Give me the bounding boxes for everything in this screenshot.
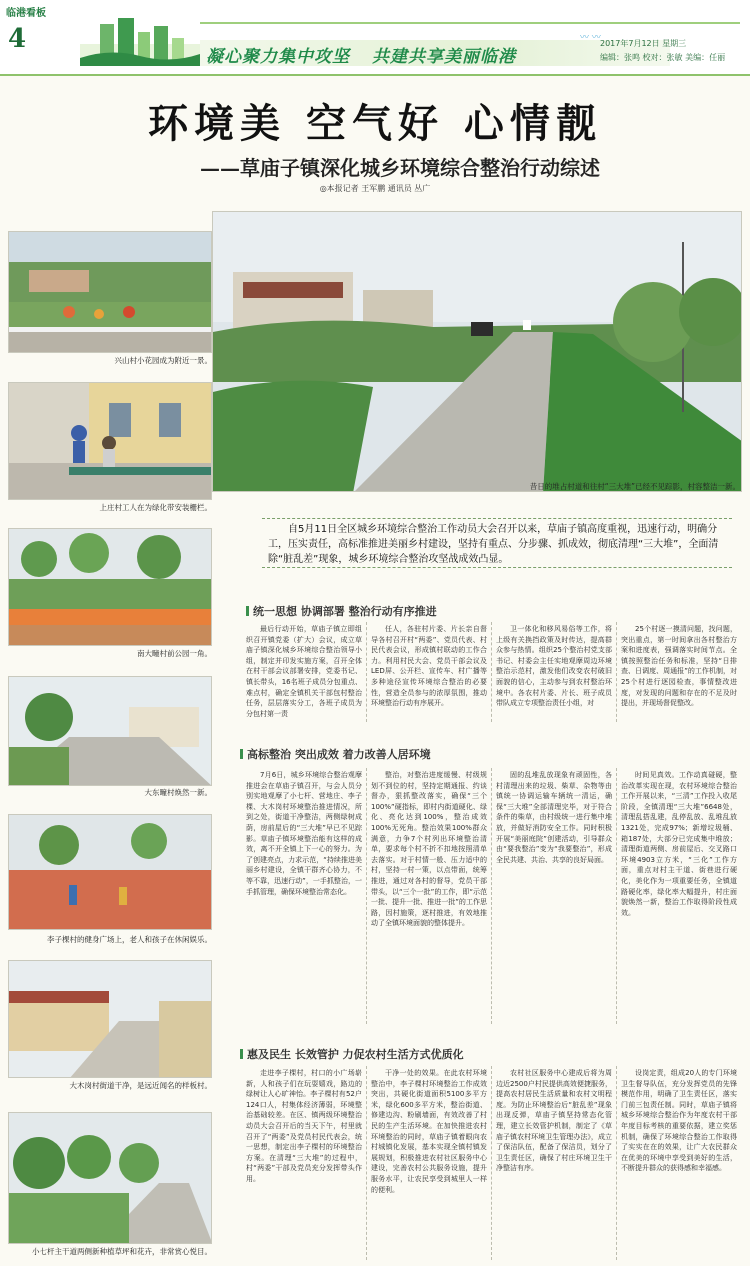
left-photo-6-caption: 大木岗村街道干净，是远近闻名的样板村。 bbox=[69, 1081, 212, 1090]
section-2-title-text: 高标整治 突出成效 着力改善人居环境 bbox=[247, 748, 431, 761]
section-3-column-3 bbox=[496, 1068, 612, 1258]
section-3-title-text: 惠及民生 长效管护 力促农村生活方式优质化 bbox=[247, 1048, 464, 1061]
section-1-column-3 bbox=[496, 624, 612, 722]
section-marker-icon bbox=[240, 1049, 243, 1059]
section-2-column-3 bbox=[496, 770, 612, 1022]
byline: ◎本报记者 王军鹏 通讯员 丛广 bbox=[319, 184, 431, 193]
masthead-bottom-rule bbox=[0, 74, 750, 76]
slogan bbox=[206, 42, 516, 67]
section-2-title bbox=[240, 746, 431, 762]
left-photo-1 bbox=[8, 231, 212, 353]
column-divider bbox=[616, 1066, 617, 1260]
column-divider bbox=[491, 1066, 492, 1260]
section-2-column-2 bbox=[371, 770, 487, 1022]
section-3-column-4 bbox=[621, 1068, 737, 1258]
column-divider bbox=[491, 768, 492, 1024]
section-1-column-4 bbox=[621, 624, 737, 722]
column-divider bbox=[366, 1066, 367, 1260]
left-photo-5-caption: 李子棵村的健身广场上，老人和孩子在休闲娱乐。 bbox=[47, 935, 212, 944]
lead-box bbox=[262, 518, 732, 568]
section-1-title-text: 统一思想 协调部署 整治行动有序推进 bbox=[253, 605, 437, 618]
section-1-column-2-text: 任人，各驻村片委、片长亲自督导各村召开村“两委”、党员代表、村民代表会议，形成镇村联动的工作合力。利用村民大会、党员干部会议及LED屏、公开栏、宣传车、村广播等多种途径宣传环境综合整治的必要性，营造全员参与的浓厚氛围，推动环境整治行动有序展开。 bbox=[371, 625, 487, 708]
column-divider bbox=[616, 622, 617, 722]
section-1-title bbox=[246, 603, 437, 619]
section-3-column-1-text: 走进李子棵村，村口的小广场崭新，人和孩子们在玩耍嬉戏，路边的绿树让人心旷神怡。李子棵村有52户124口人，村集体经济薄弱，环境整治基础较差。在区、镇两级环境整治动员大会召开后的当天下午，村里就召开了“两委”及党员村民代表会，统一思想，制定出李子棵村的环境整治方案。在清理“三大堆”的过程中，村“两委”干部及党员充分发挥带头作用。 bbox=[246, 1069, 362, 1183]
page-number: 4 bbox=[8, 24, 27, 54]
left-photo-2 bbox=[8, 382, 212, 500]
subheadline: ——草庙子镇深化城乡环境综合整治行动综述 bbox=[200, 156, 600, 180]
paper-name: 临港看板 bbox=[6, 8, 46, 19]
section-3-column-4-text: 设岗定责，组成20人的专门环境卫生督导队伍，充分发挥党员的先锋模范作用，明确了卫生责任区，落实门前三包责任制。同时，草庙子镇将城乡环境综合整治作为年度农村干部年度目标考核的重要依据，建立奖惩机制，确保了环境综合整治工作取得了实实在在的效果，让广大农民群众在优美的环境中享受到美好的生活，不断提升群众的获得感和幸福感。 bbox=[621, 1069, 737, 1173]
section-3-column-2-text: 干净一处的效果。在此农村环境整治中，李子棵村环境整治工作成效突出，共硬化街道面积5100多平方米，绿化600多平方米，整治街道、修建边沟、粉刷墙面，有效改善了村民的生产生活环境。在加快推进农村环境整治的同时，草庙子镇着眼向农村城镇化发展，基本实现全镇村镇发展规划，积极推进农村社区服务中心建设，完善农村公共服务设施，提升服务水平，让农民享受到城里人一样的便利。 bbox=[371, 1069, 487, 1194]
left-photo-3-caption: 南大疃村前公园一角。 bbox=[137, 649, 212, 658]
section-2-column-1 bbox=[246, 770, 362, 1022]
section-2-column-4-text: 时间见真效。工作动真碰硬，整治改革实现在现，农村环境综合整治工作开展以来，“三清”工作投入收尾阶段，全镇清理“三大堆”6648处，清理乱搭乱建，乱停乱放、乱堆乱放1321处，完成97%；新增垃圾桶、箱187处，大部分已完成集中堆放；清理街道两侧、房前屋后、交叉路口环境4903立方米，“三化”工作方面，重点对村主干道、街巷进行硬化，美化作为一项重要任务，全镇道路硬化率，绿化率大幅提升，村庄面貌焕然一新，整治工作取得阶段性成效。 bbox=[621, 771, 737, 917]
section-3-column-2 bbox=[371, 1068, 487, 1258]
slogan-left: 凝心聚力集中攻坚 bbox=[206, 47, 350, 67]
editors-line: 编辑：张鸣 校对：张敏 美编：任丽 bbox=[600, 53, 726, 62]
left-photo-3 bbox=[8, 528, 212, 646]
section-marker-icon bbox=[240, 749, 243, 759]
section-1-column-3-text: 卫一体化和移风易俗等工作，将上级有关换挡政策及时传达，提高群众参与热情。组织25个整治村党支部书记、村委会主任实地观摩周边环境整治示范村，激发他们改变农村破旧面貌的信心，主动参与到农村整治环境中。各农村片委、片长、班子成员带队成立专项整治责任小组，对 bbox=[496, 625, 612, 708]
main-photo bbox=[212, 211, 742, 492]
masthead bbox=[0, 0, 750, 76]
bird-icon: 〰 〰 bbox=[580, 33, 601, 43]
column-divider bbox=[366, 768, 367, 1024]
section-3-title bbox=[240, 1046, 464, 1062]
masthead-top-rule bbox=[200, 22, 740, 24]
section-3-column-3-text: 农村社区服务中心建成后将为周边近2500户村民提供高效便捷服务，提高农村居民生活质量和农村文明程度。为防止环境整治后“脏乱差”现象出现反弹，草庙子镇坚持常态化管理，建立长效管护机制，制定了《草庙子镇农村环境卫生管理办法》，成立了保洁队伍，配备了保洁员，划分了卫生责任区，确保了村庄环境卫生干净整洁有序。 bbox=[496, 1069, 612, 1173]
left-photo-4-caption: 大东疃村焕然一新。 bbox=[144, 788, 212, 797]
city-skyline-icon bbox=[80, 14, 200, 66]
section-3-column-1 bbox=[246, 1068, 362, 1258]
lead-paragraph: 自5月11日全区城乡环境综合整治工作动员大会召开以来，草庙子镇高度重视，迅速行动，明确分工，压实责任，高标准推进美丽乡村建设，坚持有重点、分步骤、抓成效，彻底清理“三大堆”，全面清除“脏乱差”现象，城乡环境综合整治攻坚战成效凸显。 bbox=[268, 524, 719, 565]
column-divider bbox=[366, 622, 367, 722]
section-1-column-1 bbox=[246, 624, 362, 722]
column-divider bbox=[491, 622, 492, 722]
section-2-column-4 bbox=[621, 770, 737, 1022]
left-photo-4 bbox=[8, 676, 212, 786]
section-marker-icon bbox=[246, 606, 249, 616]
section-1-column-2 bbox=[371, 624, 487, 722]
column-divider bbox=[616, 768, 617, 1024]
left-photo-5 bbox=[8, 814, 212, 930]
headline: 环境美 空气好 心情靓 bbox=[148, 100, 602, 147]
section-2-column-2-text: 整治，对整治进度缓慢、村级规划不到位的村，坚持定期通报、约谈督办，狠抓整改落实，确保“三个100%”硬指标，即村内街道硬化、绿化、亮化达到100%，整治成效100%无死角。整治效果100%群众满意，力争7个村列出环境整治清单，要求每个村不折不扣地按照清单去落实。对于村情一般、压力适中的村，坚持一村一策，以点带面，统筹推进，通过对各村的督导，党员干部带头，以“三个一批”的工作，即“示范一批、提升一批、推进一批”的工作思路，因村施策，逐村推进，有效地推动了全镇环境面貌的整体提升。 bbox=[371, 771, 487, 928]
issue-date: 2017年7月12日 星期三 bbox=[600, 39, 687, 48]
section-2-column-3-text: 固的乱堆乱放现象有顽固性，各村清理出来的垃圾、柴草、杂物等由镇统一协调运输车辆统一清运，确保“三大堆”全部清理完毕，对于符合条件的柴草，由村级统一进行集中堆放，并做好消防安全工作。同时积极开展“美丽庭院”创建活动，引导群众由“要我整治”变为“我要整治”，形成全民共建、共治、共享的良好局面。 bbox=[496, 771, 612, 864]
section-1-column-4-text: 25个村逐一摸清问题，找问题，突出重点，第一时间拿出各村整治方案和进度表，强调落实时间节点。全镇按照整治任务和标准，坚持“日排查、日调度、周通报”的工作机制，对25个村进行逐园检查，事情整改进度，对发现的问题和存在的不足及时提出，并现场督促整改。 bbox=[621, 625, 737, 708]
left-photo-2-caption: 上庄村工人在为绿化带安装栅栏。 bbox=[99, 503, 212, 512]
slogan-right: 共建共享美丽临港 bbox=[372, 47, 516, 67]
left-photo-6 bbox=[8, 960, 212, 1078]
left-photo-7-caption: 小七杆主干道两侧新种植草坪和花卉，非常赏心悦目。 bbox=[32, 1247, 212, 1256]
left-photo-7 bbox=[8, 1112, 212, 1244]
section-1-column-1-text: 最后行动开始，草庙子镇立即组织召开镇党委（扩大）会议，成立草庙子镇深化城乡环境综合整治领导小组，制定并印发实施方案，召开全体在村干部会议部署安排，党委书记、镇长带头，16名班子成员分包重点、难点村，确定全镇机关干部包村整治任务，层层落实分工，各班子成员为分包村第一责 bbox=[246, 625, 362, 718]
left-photo-1-caption: 兴山村小花园成为附近一景。 bbox=[114, 356, 212, 365]
section-2-column-1-text: 7月6日，城乡环境综合整治观摩推进会在草庙子镇召开，与会人员分别实地观摩了小七杆、营地庄、李子棵、大木岗村环境整治推进情况，所到之处，街道干净整洁，两侧绿树成荫，房前屋后的“三大堆”早已不见踪影。草庙子镇环境整治能有这样的成效，离不开全镇上下一心的努力。为了创建亮点，力求示范，“持续推进美丽乡村建设，全镇干群齐心协力，不等不靠，迅速行动”，一手抓整治，一手抓管理，确保环境整治常态化。 bbox=[246, 771, 362, 896]
main-photo-caption: 昔日的堆占村道和往村“三大堆”已经不见踪影，村容整洁一新。 bbox=[529, 482, 740, 491]
